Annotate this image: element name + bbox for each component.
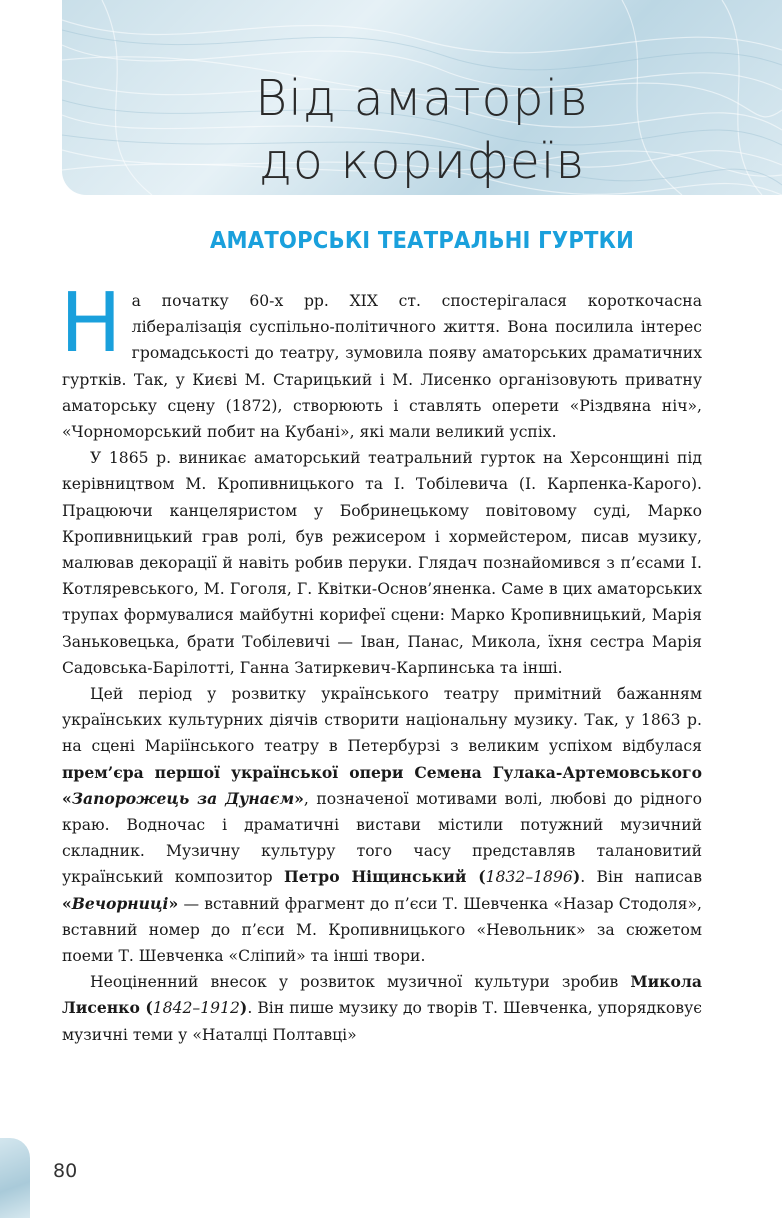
drop-cap: Н: [60, 276, 122, 371]
paragraph-1-text: а початку 60-х рр. ХІХ ст. спостерігалася короткочасна лібералізація суспільно-політичного життя. Вона посилила інтерес громадськості до театру, зумовила появу аматорських драматичних гуртків. Так, у Києві М. Старицький і М. Лисенко організовують приватну аматорську сцену (1872), створюють і ставлять оперети «Різдвяна ніч», «Чорноморський побит на Кубані», які мали великий успіх.: [62, 292, 702, 442]
composer-paren-close: ): [572, 867, 581, 887]
lysenko-name: Микола Лисенко (: [62, 972, 702, 1018]
paragraph-2-text: У 1865 р. виникає аматорський театральний гурток на Херсонщині під керівництвом М. Кропивницького та І. Тобілевича (І. Карпенка-Карого). Працюючи канцеляристом у Бобринецькому повітовому суді, Марко Кропивницький грав ролі, був режисером і хормейстером, писав музику, малював декорації й навіть робив перуки. Глядач познайомився з п’єсами І. Котляревського, М. Гоголя, Г. Квітки-Основ’яненка. Саме в цих аматорських трупах формувалися майбутні корифеї сцени: Марко Кропивницький, Марія Заньковецька, брати Тобілевичі — Іван, Панас, Микола, їхня сестра Марія Садовська-Барілотті, Ганна Затиркевич-Карпинська та інші.: [62, 449, 702, 677]
chapter-title-line-2: до корифеїв: [258, 133, 586, 190]
lysenko-paren-close: ): [239, 998, 248, 1018]
paragraph-3: [62, 681, 702, 969]
work-quote-open: «: [62, 893, 72, 913]
body-text: [60, 276, 703, 1048]
paragraph-2: [62, 445, 702, 681]
paragraph-3-text-1: Цей період у розвитку українського театру примітний бажанням українських культурних діячів створити національну музику. Так, у 1863 р. на сцені Маріїнського театру в Петербурзі з великим успіхом відбулася: [62, 685, 702, 756]
header-banner: [62, 0, 782, 195]
paragraph-4-text-2: . Він пише музику до творів Т. Шевченка, упорядковує музичні теми у «Наталці Полтавці»: [62, 999, 702, 1044]
composer-name: Петро Ніщинський (: [284, 867, 486, 887]
opera-quote-close: »: [294, 788, 304, 808]
opera-premiere-bold: прем’єра першої української опери Семена Гулака-Артемовського «: [62, 762, 702, 808]
paragraph-4-text-1: Неоціненний внесок у розвиток музичної культури зробив: [90, 973, 631, 992]
composer-years: 1832–1896: [485, 868, 573, 887]
paragraph-3-text-4: — вставний фрагмент до п’єси Т. Шевченка «Назар Стодоля», вставний номер до п’єси М. Кропивницького «Невольник» за сюжетом поеми Т. Шевченка «Сліпий» та інші твори.: [62, 894, 702, 966]
lysenko-years: 1842–1912: [152, 999, 240, 1018]
section-heading: АМАТОРСЬКІ ТЕАТРАЛЬНІ ГУРТКИ: [209, 228, 635, 254]
chapter-title-line-1: Від аматорів: [255, 70, 589, 127]
page-edge-decoration: [0, 1138, 30, 1218]
paragraph-4: [62, 969, 702, 1048]
work-quote-close: »: [168, 893, 179, 913]
paragraph-3-text-3: . Він написав: [580, 868, 702, 887]
paragraph-3-text-2: , позначеної мотивами волі, любові до рідного краю. Водночас і драматичні вистави містили потужний музичний складник. Музичну культуру того часу представляв талановитий український композитор: [62, 789, 703, 887]
page-number: 80: [53, 1160, 78, 1182]
opera-title: Запорожець за Дунаєм: [71, 788, 295, 808]
work-title: Вечорниці: [71, 893, 169, 913]
paragraph-1: [60, 276, 702, 445]
